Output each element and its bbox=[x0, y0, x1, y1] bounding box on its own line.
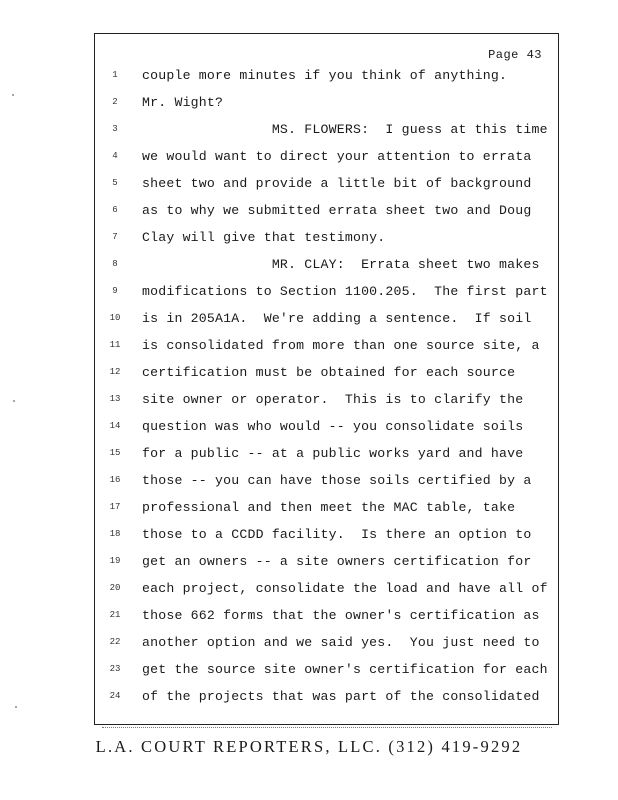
line-number: 1 bbox=[112, 70, 118, 80]
footer-reporter: L.A. COURT REPORTERS, LLC. (312) 419-9292 bbox=[95, 737, 523, 756]
line-text: of the projects that was part of the consolidated bbox=[142, 689, 540, 704]
line-text: get an owners -- a site owners certification for bbox=[142, 554, 532, 569]
line-text: is consolidated from more than one source site, a bbox=[142, 338, 540, 353]
line-text: those -- you can have those soils certified by a bbox=[142, 473, 532, 488]
line-text: is in 205A1A. We're adding a sentence. If soil bbox=[142, 311, 532, 326]
line-text: we would want to direct your attention to errata bbox=[142, 149, 532, 164]
transcript-line bbox=[95, 689, 558, 716]
line-number: 15 bbox=[109, 448, 121, 458]
line-number: 20 bbox=[109, 583, 121, 593]
transcript-line bbox=[95, 527, 558, 554]
line-number: 4 bbox=[112, 151, 118, 161]
line-number: 18 bbox=[109, 529, 121, 539]
line-number: 23 bbox=[109, 664, 121, 674]
transcript-line bbox=[95, 176, 558, 203]
line-number: 19 bbox=[109, 556, 121, 566]
line-text: those to a CCDD facility. Is there an option to bbox=[142, 527, 532, 542]
transcript-line bbox=[95, 608, 558, 635]
line-number: 5 bbox=[112, 178, 118, 188]
transcript-line bbox=[95, 257, 558, 284]
scan-speck bbox=[13, 400, 15, 402]
line-text: MS. FLOWERS: I guess at this time bbox=[142, 122, 548, 137]
line-text: certification must be obtained for each source bbox=[142, 365, 516, 380]
line-number: 3 bbox=[112, 124, 118, 134]
line-number: 8 bbox=[112, 259, 118, 269]
line-text: those 662 forms that the owner's certification as bbox=[142, 608, 540, 623]
line-number: 10 bbox=[109, 313, 121, 323]
scan-speck bbox=[12, 94, 14, 96]
transcript-line bbox=[95, 365, 558, 392]
transcript-line bbox=[95, 473, 558, 500]
transcript-line bbox=[95, 95, 558, 122]
line-text: sheet two and provide a little bit of background bbox=[142, 176, 532, 191]
transcript-line bbox=[95, 419, 558, 446]
line-number: 12 bbox=[109, 367, 121, 377]
transcript-line bbox=[95, 500, 558, 527]
line-number: 22 bbox=[109, 637, 121, 647]
line-number: 17 bbox=[109, 502, 121, 512]
line-text: get the source site owner's certification for each bbox=[142, 662, 548, 677]
line-text: question was who would -- you consolidate soils bbox=[142, 419, 524, 434]
transcript-line bbox=[95, 581, 558, 608]
line-number: 24 bbox=[109, 691, 121, 701]
line-text: professional and then meet the MAC table, take bbox=[142, 500, 516, 515]
transcript-line bbox=[95, 203, 558, 230]
line-number: 2 bbox=[112, 97, 118, 107]
line-text: Clay will give that testimony. bbox=[142, 230, 386, 245]
line-number: 13 bbox=[109, 394, 121, 404]
line-text: another option and we said yes. You just need to bbox=[142, 635, 540, 650]
line-number: 21 bbox=[109, 610, 121, 620]
line-number: 7 bbox=[112, 232, 118, 242]
transcript-line bbox=[95, 635, 558, 662]
transcript-line bbox=[95, 392, 558, 419]
transcript-line bbox=[95, 311, 558, 338]
line-text: each project, consolidate the load and have all of bbox=[142, 581, 548, 596]
transcript-line bbox=[95, 230, 558, 257]
line-text: Mr. Wight? bbox=[142, 95, 224, 110]
transcript-line bbox=[95, 446, 558, 473]
line-number: 6 bbox=[112, 205, 118, 215]
line-number: 9 bbox=[112, 286, 118, 296]
line-text: modifications to Section 1100.205. The first part bbox=[142, 284, 548, 299]
bottom-rule bbox=[102, 727, 552, 728]
line-number: 16 bbox=[109, 475, 121, 485]
page-number: Page 43 bbox=[488, 48, 542, 62]
scan-speck bbox=[15, 706, 17, 708]
transcript-line bbox=[95, 284, 558, 311]
line-number: 11 bbox=[109, 340, 121, 350]
line-text: site owner or operator. This is to clarify the bbox=[142, 392, 524, 407]
transcript-line bbox=[95, 149, 558, 176]
line-text: MR. CLAY: Errata sheet two makes bbox=[142, 257, 540, 272]
transcript-line bbox=[95, 662, 558, 689]
line-text: as to why we submitted errata sheet two and Doug bbox=[142, 203, 532, 218]
line-number: 14 bbox=[109, 421, 121, 431]
transcript-line bbox=[95, 68, 558, 95]
transcript-page bbox=[94, 33, 559, 725]
transcript-line bbox=[95, 122, 558, 149]
transcript-line bbox=[95, 554, 558, 581]
line-text: for a public -- at a public works yard and have bbox=[142, 446, 524, 461]
line-text: couple more minutes if you think of anything. bbox=[142, 68, 508, 83]
transcript-line bbox=[95, 338, 558, 365]
